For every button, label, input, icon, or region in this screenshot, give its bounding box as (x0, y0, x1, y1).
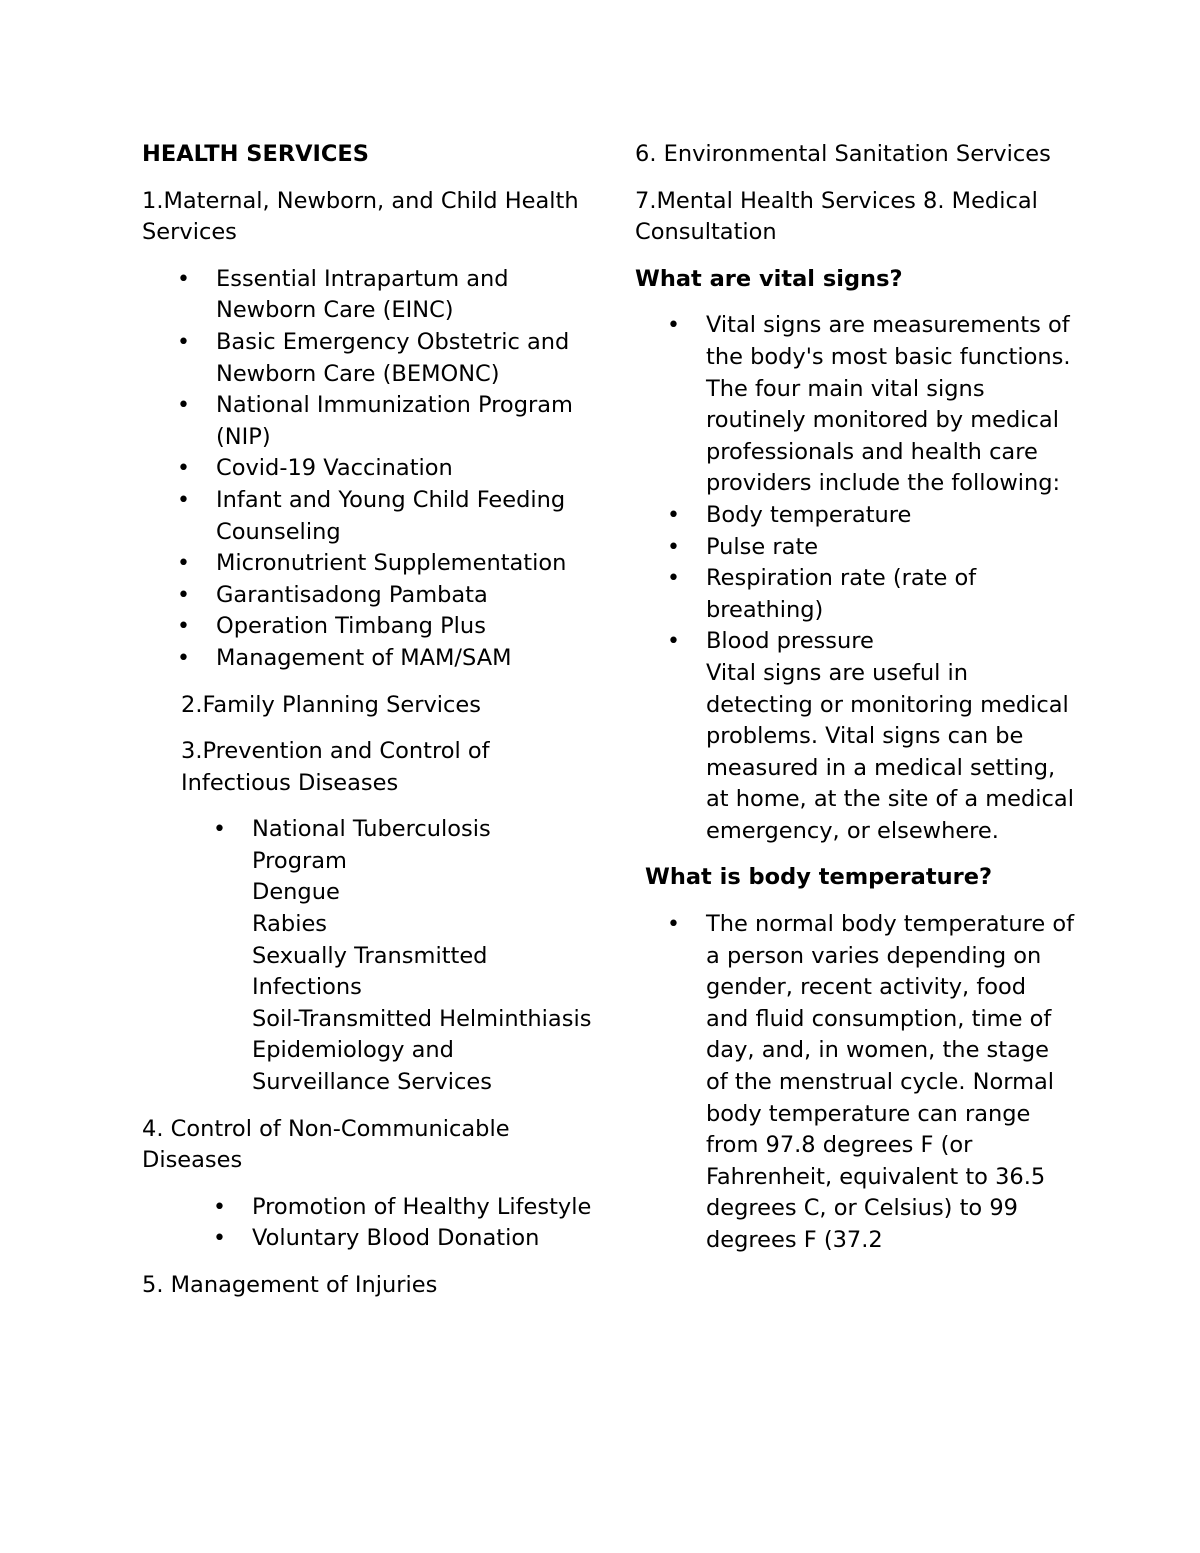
list-item: • Infant and Young Child Feeding Counseling (177, 486, 566, 545)
right-column (635, 139, 1075, 1272)
bullet-icon: • (177, 456, 190, 482)
bullet-icon: • (177, 393, 190, 419)
bullet-icon: • (667, 629, 680, 655)
section-4-heading: 4. Control of Non-Communicable Diseases (142, 1115, 510, 1174)
list-line: Rabies (252, 911, 328, 938)
bullet-icon: • (177, 487, 190, 513)
bullet-icon: • (177, 266, 190, 292)
section-3-heading: 3.Prevention and Control of Infectious Diseases (181, 738, 490, 796)
list-item: • Covid-19 Vaccination (216, 453, 592, 485)
vital-signs-heading: What are vital signs? (635, 265, 903, 292)
list-item: • Vital signs are measurements of the body's most basic functions. The four main vital signs routinely monitored by medical professionals and health care providers include the following: (667, 312, 1071, 497)
section-4-list (213, 1192, 592, 1255)
section-2-heading: 2.Family Planning Services (181, 691, 481, 718)
bullet-icon: • (213, 1226, 226, 1252)
list-line: Sexually Transmitted Infections (252, 942, 488, 1001)
bullet-icon: • (213, 1194, 226, 1220)
vital-signs-note: Vital signs are useful in detecting or monitoring medical problems. Vital signs can be measured in a medical setting, at home, at the site of a medical emergency, or elsewhere. (706, 659, 1074, 844)
list-item: • Garantisadong Pambata (216, 580, 592, 612)
list-line: Dengue (252, 879, 340, 906)
body-temperature-list (667, 909, 1075, 1257)
section-3-list (213, 814, 592, 1098)
list-item: • Operation Timbang Plus (216, 611, 592, 643)
bullet-icon: • (177, 582, 190, 608)
bullet-icon: • (667, 502, 680, 528)
list-item: • Respiration rate (rate of breathing) (667, 565, 977, 623)
list-item: • Body temperature (706, 500, 1075, 532)
page-title: HEALTH SERVICES (142, 141, 370, 167)
bullet-icon: • (667, 912, 680, 938)
section-1-heading: 1.Maternal, Newborn, and Child Health Services (142, 187, 579, 246)
list-item: • National Immunization Program (NIP) (177, 392, 573, 450)
list-line: Epidemiology and Surveillance Services (252, 1037, 492, 1096)
list-item: • Management of MAM/SAM (216, 643, 592, 675)
section-7-heading: 7.Mental Health Services 8. Medical Consultation (635, 187, 1038, 246)
list-line: Soil-Transmitted Helminthiasis (252, 1005, 592, 1032)
bullet-icon: • (177, 614, 190, 640)
body-temperature-heading: What is body temperature? (645, 864, 993, 891)
list-item: • Voluntary Blood Donation (252, 1223, 592, 1255)
list-item: • Basic Emergency Obstetric and Newborn Care (BEMONC) (177, 328, 570, 387)
bullet-icon: • (667, 313, 680, 339)
bullet-icon: • (177, 645, 190, 671)
vital-signs-list (667, 310, 1075, 847)
left-column (142, 139, 592, 1317)
bullet-icon: • (177, 551, 190, 577)
bullet-icon: • (177, 329, 190, 355)
list-item: • Essential Intrapartum and Newborn Care (EINC) (177, 265, 509, 324)
list-item: • Pulse rate (706, 532, 1075, 564)
list-item: • The normal body temperature of a person varies depending on gender, recent activity, food and fluid consumption, time of day, and, in women, the stage of the menstrual cycle. Normal body temperature can range from 97.8 degrees F (or Fahrenheit, equivalent to 36.5 degrees C, or Celsius) to 99 degrees F (37.2 (667, 911, 1075, 1253)
list-item: • Promotion of Healthy Lifestyle (252, 1192, 592, 1224)
list-item: • Micronutrient Supplementation (216, 548, 592, 580)
bullet-icon: • (667, 566, 680, 592)
section-5-heading: 5. Management of Injuries (142, 1272, 438, 1298)
bullet-icon: • (213, 817, 226, 843)
list-item: • Blood pressure (706, 626, 1075, 658)
section-6-heading: 6. Environmental Sanitation Services (635, 141, 1051, 167)
list-item: • National Tuberculosis Program (213, 816, 491, 874)
section-1-list (177, 264, 592, 675)
bullet-icon: • (667, 534, 680, 560)
